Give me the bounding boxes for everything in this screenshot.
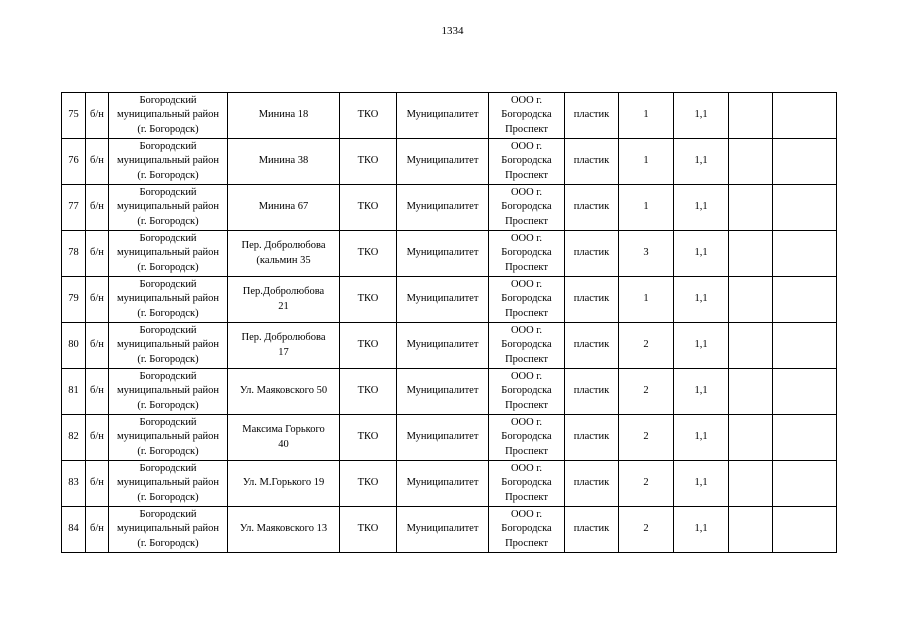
district-line: (г. Богородск) — [137, 307, 199, 319]
empty-cell — [729, 231, 773, 277]
address-cell — [228, 323, 340, 369]
address-cell — [228, 461, 340, 507]
empty-cell — [773, 369, 837, 415]
district-line: (г. Богородск) — [137, 169, 199, 181]
operator-line: Богородска — [501, 155, 552, 167]
district-line: (г. Богородск) — [137, 261, 199, 273]
address-line: Ул. Маяковского 50 — [239, 385, 328, 397]
operator-line: ООО г. — [510, 94, 543, 106]
waste-type-cell: ТКО — [340, 461, 397, 507]
address-line: Ул. Маяковского 13 — [239, 523, 328, 535]
container-count-cell: 1 — [619, 185, 674, 231]
district-cell — [109, 139, 228, 185]
district-line: (г. Богородск) — [137, 353, 199, 365]
district-line: Богородский — [139, 416, 197, 428]
container-count-cell: 2 — [619, 369, 674, 415]
district-line: Богородский — [139, 186, 197, 198]
operator-line: Богородска — [501, 523, 552, 535]
owner-cell: Муниципалитет — [397, 277, 489, 323]
material-cell: пластик — [565, 93, 619, 139]
operator-cell — [489, 277, 565, 323]
empty-cell — [729, 507, 773, 553]
operator-line: Проспект — [505, 261, 548, 273]
owner-cell: Муниципалитет — [397, 231, 489, 277]
empty-cell — [773, 461, 837, 507]
container-count-cell: 2 — [619, 323, 674, 369]
district-line: (г. Богородск) — [137, 399, 199, 411]
district-cell — [109, 323, 228, 369]
table-row — [62, 139, 837, 185]
no-number-cell: б/н — [86, 415, 109, 461]
waste-type-cell: ТКО — [340, 231, 397, 277]
operator-line: Проспект — [505, 445, 548, 457]
operator-cell — [489, 369, 565, 415]
operator-line: ООО г. — [510, 370, 543, 382]
material-cell: пластик — [565, 277, 619, 323]
table-row — [62, 461, 837, 507]
row-number-cell: 78 — [62, 231, 86, 277]
table-row — [62, 231, 837, 277]
empty-cell — [729, 461, 773, 507]
operator-line: Богородска — [501, 339, 552, 351]
district-line: Богородский — [139, 278, 197, 290]
no-number-cell: б/н — [86, 277, 109, 323]
waste-type-cell: ТКО — [340, 139, 397, 185]
waste-type-cell: ТКО — [340, 93, 397, 139]
address-cell — [228, 139, 340, 185]
material-cell: пластик — [565, 415, 619, 461]
row-number-cell: 79 — [62, 277, 86, 323]
empty-cell — [729, 369, 773, 415]
operator-cell — [489, 507, 565, 553]
district-line: Богородский — [139, 232, 197, 244]
operator-cell — [489, 415, 565, 461]
row-number-cell: 76 — [62, 139, 86, 185]
address-line: Минина 67 — [258, 201, 309, 213]
row-number-cell: 80 — [62, 323, 86, 369]
material-cell: пластик — [565, 461, 619, 507]
container-count-cell: 2 — [619, 461, 674, 507]
row-number-cell: 83 — [62, 461, 86, 507]
address-cell — [228, 507, 340, 553]
row-number-cell: 75 — [62, 93, 86, 139]
district-line: муниципальный район — [116, 339, 220, 351]
waste-site-table — [61, 92, 837, 553]
waste-type-cell: ТКО — [340, 369, 397, 415]
container-count-cell: 1 — [619, 93, 674, 139]
operator-line: Проспект — [505, 307, 548, 319]
owner-cell: Муниципалитет — [397, 415, 489, 461]
table-row — [62, 507, 837, 553]
material-cell: пластик — [565, 369, 619, 415]
district-line: муниципальный район — [116, 523, 220, 535]
address-line: Минина 18 — [258, 109, 309, 121]
address-line: Ул. М.Горького 19 — [242, 477, 325, 489]
address-line: 17 — [278, 346, 289, 358]
district-cell — [109, 231, 228, 277]
no-number-cell: б/н — [86, 323, 109, 369]
address-line: Пер. Добролюбова — [241, 332, 326, 343]
district-line: (г. Богородск) — [137, 445, 199, 457]
container-volume-cell: 1,1 — [674, 231, 729, 277]
operator-line: ООО г. — [510, 508, 543, 520]
district-line: (г. Богородск) — [137, 215, 199, 227]
owner-cell: Муниципалитет — [397, 507, 489, 553]
operator-line: Богородска — [501, 109, 552, 121]
district-line: муниципальный район — [116, 155, 220, 167]
district-line: (г. Богородск) — [137, 123, 199, 135]
empty-cell — [773, 323, 837, 369]
waste-type-cell: ТКО — [340, 507, 397, 553]
no-number-cell: б/н — [86, 93, 109, 139]
table-row — [62, 93, 837, 139]
address-cell — [228, 185, 340, 231]
operator-cell — [489, 231, 565, 277]
operator-line: Проспект — [505, 215, 548, 227]
operator-line: Богородска — [501, 201, 552, 213]
empty-cell — [729, 185, 773, 231]
address-cell — [228, 93, 340, 139]
address-line: Максима Горького — [242, 424, 325, 435]
operator-line: Богородска — [501, 477, 552, 489]
address-line: 21 — [278, 300, 289, 312]
district-line: муниципальный район — [116, 247, 220, 259]
operator-line: ООО г. — [510, 232, 543, 244]
operator-cell — [489, 323, 565, 369]
operator-line: ООО г. — [510, 186, 543, 198]
operator-line: ООО г. — [510, 140, 543, 152]
container-volume-cell: 1,1 — [674, 277, 729, 323]
district-cell — [109, 415, 228, 461]
container-volume-cell: 1,1 — [674, 93, 729, 139]
address-cell — [228, 415, 340, 461]
empty-cell — [773, 185, 837, 231]
no-number-cell: б/н — [86, 461, 109, 507]
row-number-cell: 81 — [62, 369, 86, 415]
empty-cell — [729, 323, 773, 369]
district-line: Богородский — [139, 94, 197, 106]
empty-cell — [773, 231, 837, 277]
operator-line: Проспект — [505, 353, 548, 365]
material-cell: пластик — [565, 507, 619, 553]
operator-line: Богородска — [501, 247, 552, 259]
waste-type-cell: ТКО — [340, 323, 397, 369]
waste-type-cell: ТКО — [340, 415, 397, 461]
no-number-cell: б/н — [86, 369, 109, 415]
district-cell — [109, 93, 228, 139]
district-line: муниципальный район — [116, 385, 220, 397]
district-line: Богородский — [139, 140, 197, 152]
row-number-cell: 77 — [62, 185, 86, 231]
address-cell — [228, 369, 340, 415]
owner-cell: Муниципалитет — [397, 139, 489, 185]
table-row — [62, 323, 837, 369]
operator-line: ООО г. — [510, 416, 543, 428]
container-volume-cell: 1,1 — [674, 507, 729, 553]
container-count-cell: 1 — [619, 139, 674, 185]
district-line: муниципальный район — [116, 293, 220, 305]
district-cell — [109, 185, 228, 231]
no-number-cell: б/н — [86, 139, 109, 185]
empty-cell — [773, 415, 837, 461]
owner-cell: Муниципалитет — [397, 93, 489, 139]
container-volume-cell: 1,1 — [674, 369, 729, 415]
table-row — [62, 185, 837, 231]
operator-line: Проспект — [505, 123, 548, 135]
district-line: муниципальный район — [116, 109, 220, 121]
district-line: (г. Богородск) — [137, 537, 199, 549]
district-line: Богородский — [139, 462, 197, 474]
waste-type-cell: ТКО — [340, 277, 397, 323]
empty-cell — [729, 139, 773, 185]
material-cell: пластик — [565, 185, 619, 231]
operator-line: Проспект — [505, 399, 548, 411]
empty-cell — [773, 507, 837, 553]
empty-cell — [773, 93, 837, 139]
operator-line: ООО г. — [510, 462, 543, 474]
address-cell — [228, 277, 340, 323]
address-line: Пер.Добролюбова — [242, 286, 325, 297]
district-line: Богородский — [139, 370, 197, 382]
operator-line: Богородска — [501, 385, 552, 397]
district-line: муниципальный район — [116, 431, 220, 443]
waste-type-cell: ТКО — [340, 185, 397, 231]
material-cell: пластик — [565, 139, 619, 185]
empty-cell — [729, 93, 773, 139]
operator-line: ООО г. — [510, 278, 543, 290]
table-body — [62, 93, 837, 553]
owner-cell: Муниципалитет — [397, 323, 489, 369]
address-line: 40 — [278, 438, 289, 450]
table-row — [62, 277, 837, 323]
container-count-cell: 1 — [619, 277, 674, 323]
owner-cell: Муниципалитет — [397, 369, 489, 415]
address-line: Минина 38 — [258, 155, 309, 167]
operator-line: Проспект — [505, 169, 548, 181]
container-volume-cell: 1,1 — [674, 139, 729, 185]
district-cell — [109, 369, 228, 415]
container-volume-cell: 1,1 — [674, 323, 729, 369]
empty-cell — [773, 139, 837, 185]
district-cell — [109, 461, 228, 507]
no-number-cell: б/н — [86, 507, 109, 553]
district-cell — [109, 277, 228, 323]
container-count-cell: 2 — [619, 415, 674, 461]
operator-cell — [489, 185, 565, 231]
district-cell — [109, 507, 228, 553]
no-number-cell: б/н — [86, 231, 109, 277]
district-line: муниципальный район — [116, 201, 220, 213]
owner-cell: Муниципалитет — [397, 461, 489, 507]
address-cell — [228, 231, 340, 277]
address-line: (кальмин 35 — [256, 254, 311, 266]
district-line: Богородский — [139, 508, 197, 520]
page-number: 1334 — [441, 25, 464, 37]
owner-cell: Муниципалитет — [397, 185, 489, 231]
operator-cell — [489, 461, 565, 507]
operator-line: ООО г. — [510, 324, 543, 336]
row-number-cell: 82 — [62, 415, 86, 461]
operator-line: Проспект — [505, 537, 548, 549]
operator-line: Проспект — [505, 491, 548, 503]
empty-cell — [729, 277, 773, 323]
table-row — [62, 369, 837, 415]
empty-cell — [729, 415, 773, 461]
district-line: муниципальный район — [116, 477, 220, 489]
container-count-cell: 2 — [619, 507, 674, 553]
container-volume-cell: 1,1 — [674, 461, 729, 507]
no-number-cell: б/н — [86, 185, 109, 231]
district-line: (г. Богородск) — [137, 491, 199, 503]
operator-line: Богородска — [501, 431, 552, 443]
container-count-cell: 3 — [619, 231, 674, 277]
table-row — [62, 415, 837, 461]
operator-cell — [489, 93, 565, 139]
operator-line: Богородска — [501, 293, 552, 305]
material-cell: пластик — [565, 323, 619, 369]
address-line: Пер. Добролюбова — [241, 240, 326, 251]
row-number-cell: 84 — [62, 507, 86, 553]
empty-cell — [773, 277, 837, 323]
material-cell: пластик — [565, 231, 619, 277]
container-volume-cell: 1,1 — [674, 185, 729, 231]
district-line: Богородский — [139, 324, 197, 336]
container-volume-cell: 1,1 — [674, 415, 729, 461]
operator-cell — [489, 139, 565, 185]
